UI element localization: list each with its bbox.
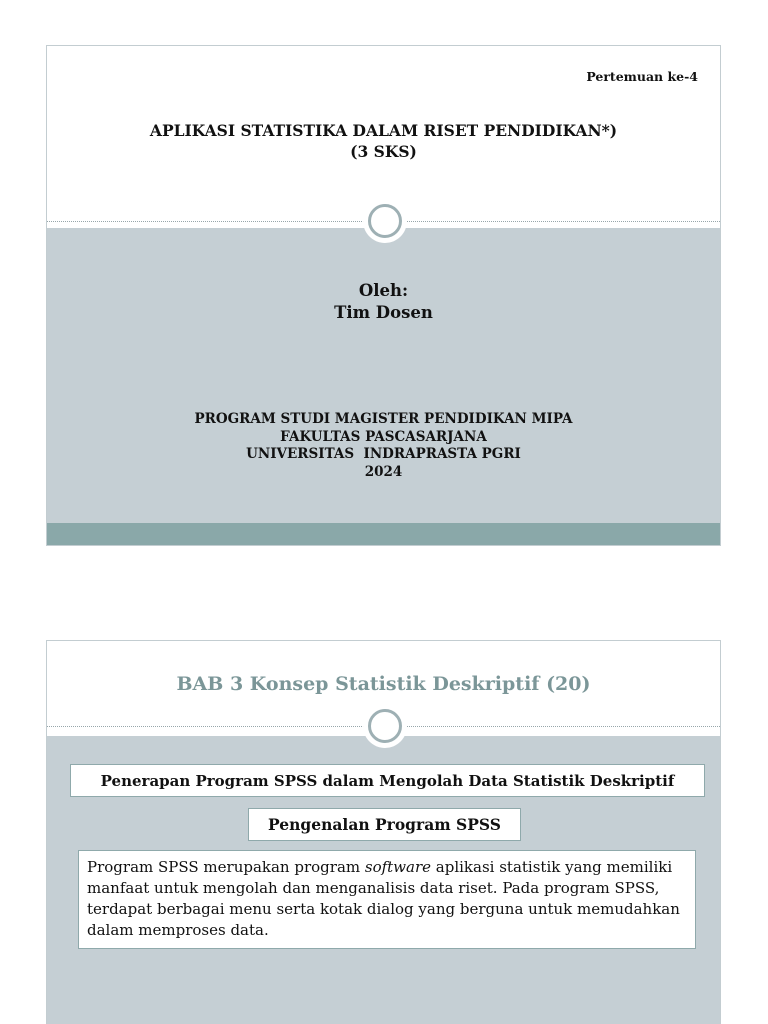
institution-block bbox=[47, 411, 720, 481]
faculty-name: FAKULTAS PASCASARJANA bbox=[280, 428, 487, 445]
course-title-line: APLIKASI STATISTIKA DALAM RISET PENDIDIKAN*) bbox=[149, 121, 618, 140]
university-name: UNIVERSITAS INDRAPRASTA PGRI bbox=[246, 446, 521, 463]
footer-bar bbox=[47, 523, 720, 546]
paragraph-line: terdapat berbagai menu serta kotak dialog yang berguna untuk memudahkan bbox=[87, 900, 680, 918]
paragraph-line bbox=[87, 857, 687, 878]
circle-ring bbox=[368, 204, 402, 238]
description-box bbox=[78, 850, 696, 949]
paragraph-text: aplikasi statistik yang memiliki bbox=[431, 858, 673, 876]
paragraph-line: dalam memproses data. bbox=[87, 921, 269, 939]
by-label: Oleh: bbox=[358, 281, 409, 300]
divider-circle-icon bbox=[363, 199, 407, 243]
author-block bbox=[47, 280, 720, 324]
heading-box: Penerapan Program SPSS dalam Mengolah Data Statistik Deskriptif bbox=[70, 764, 705, 797]
divider-circle-icon bbox=[363, 704, 407, 748]
paragraph-line: manfaat untuk mengolah dan menganalisis data riset. Pada program SPSS, bbox=[87, 879, 660, 897]
subheading-box: Pengenalan Program SPSS bbox=[248, 808, 521, 841]
year: 2024 bbox=[364, 463, 403, 480]
course-title bbox=[47, 120, 720, 162]
circle-ring bbox=[368, 709, 402, 743]
paragraph-emphasis: software bbox=[364, 858, 432, 876]
content-slide bbox=[46, 640, 721, 1024]
program-name: PROGRAM STUDI MAGISTER PENDIDIKAN MIPA bbox=[194, 411, 573, 427]
slide-title: BAB 3 Konsep Statistik Deskriptif (20) bbox=[176, 673, 591, 695]
paragraph-text: Program SPSS merupakan program bbox=[87, 858, 365, 876]
author-name: Tim Dosen bbox=[334, 303, 433, 322]
course-credits: (3 SKS) bbox=[350, 142, 417, 161]
meeting-label: Pertemuan ke-4 bbox=[586, 69, 698, 84]
title-slide bbox=[46, 45, 721, 546]
